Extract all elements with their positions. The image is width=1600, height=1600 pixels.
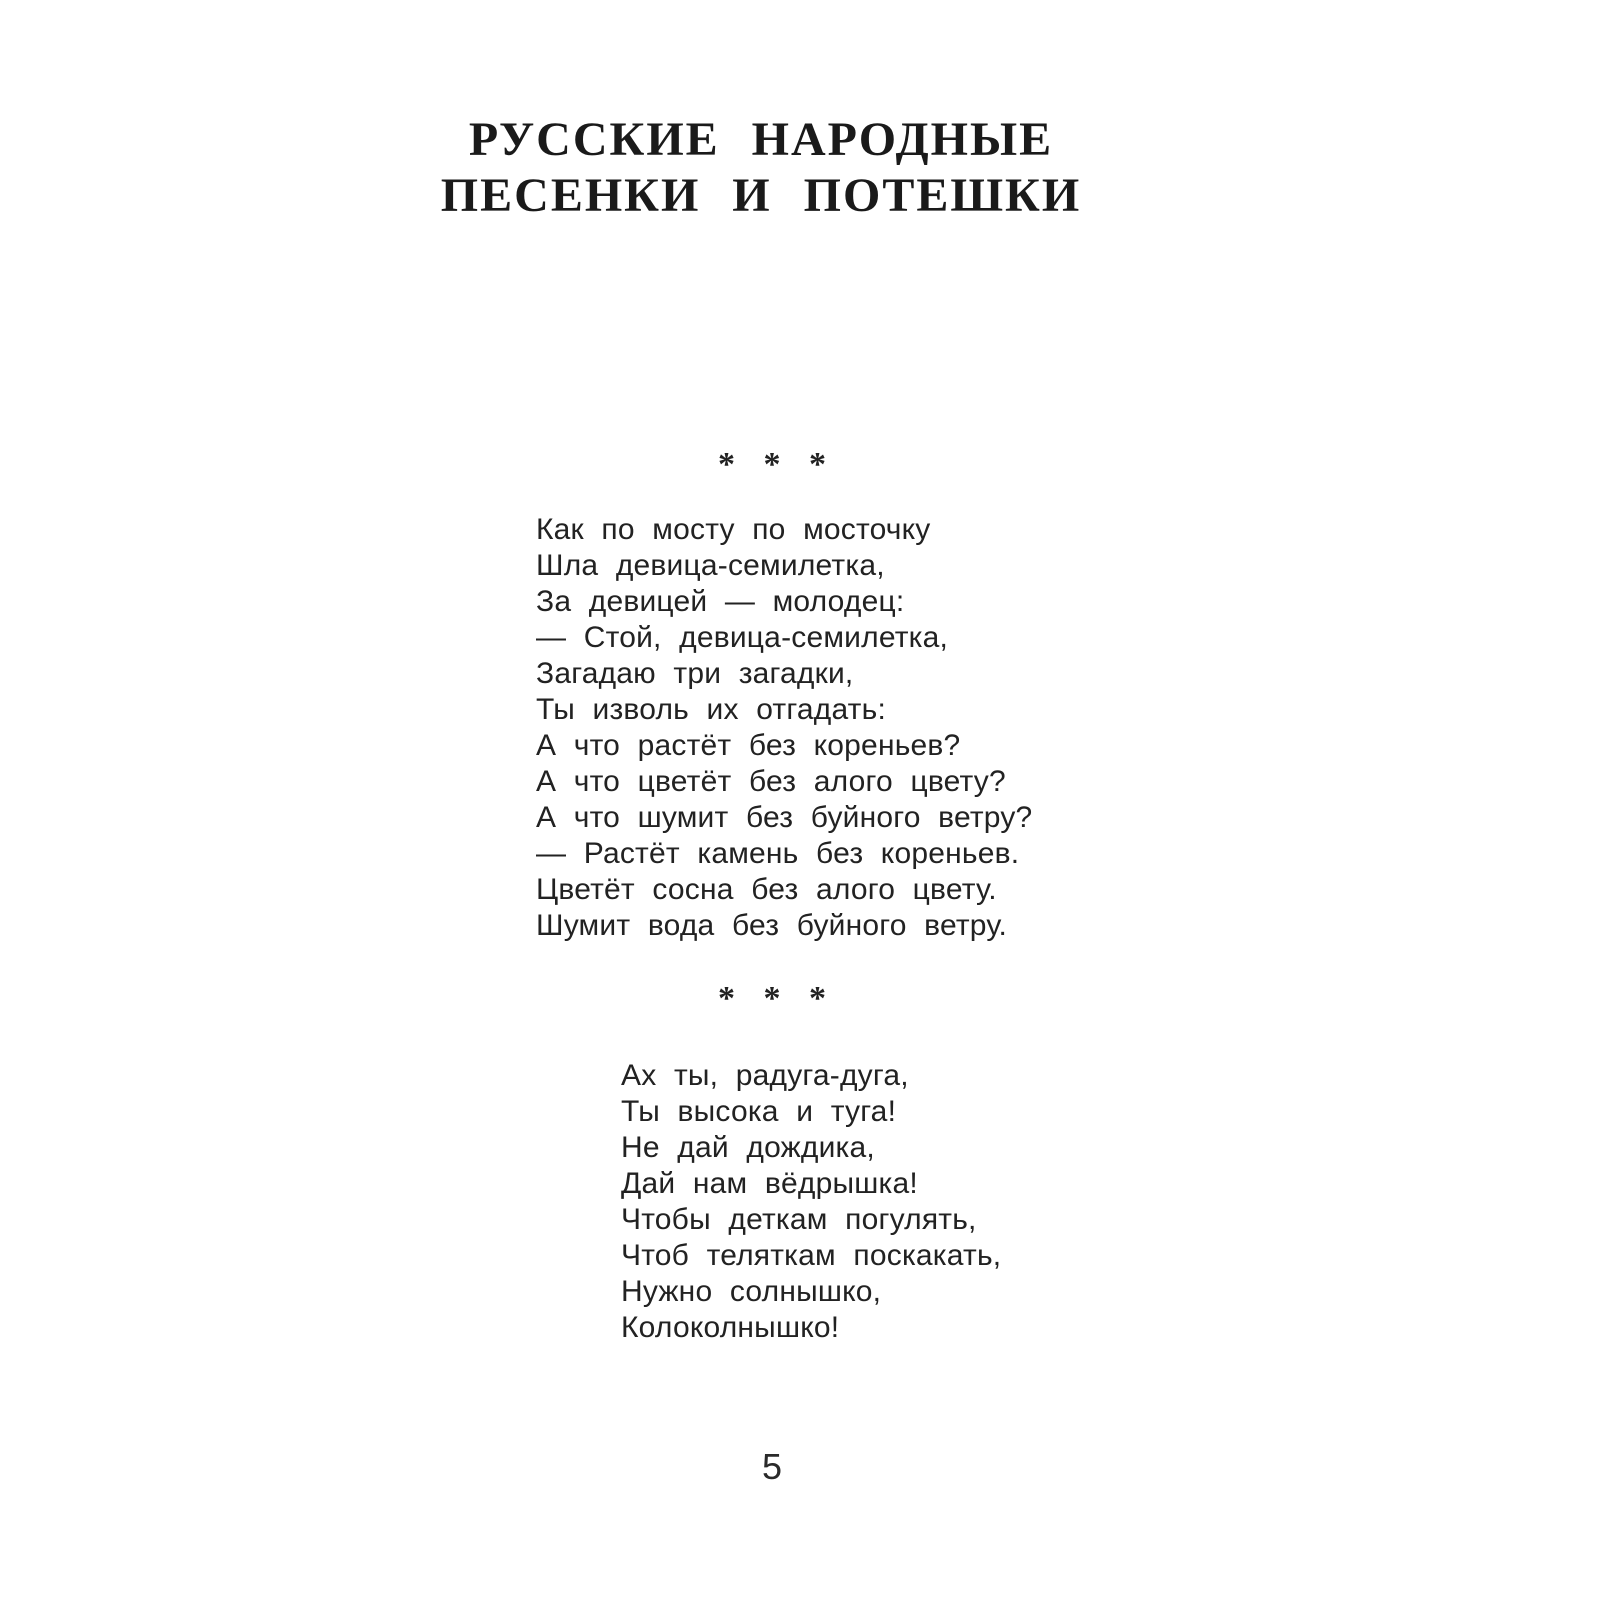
poem-rainbow	[621, 1058, 1001, 1346]
page-title	[0, 112, 1522, 224]
section-separator-asterisks: * * *	[718, 446, 826, 483]
poem-line: Как по мосту по мосточку	[536, 513, 931, 546]
section-separator-asterisks: * * *	[718, 980, 826, 1017]
poem-line: Ты изволь их отгадать:	[536, 693, 886, 726]
page-title-line-1: РУССКИЕ НАРОДНЫЕ	[468, 113, 1054, 166]
poem-line: Загадаю три загадки,	[536, 657, 854, 690]
poem-line: Шумит вода без буйного ветру.	[536, 909, 1008, 942]
page-number: 5	[761, 1446, 783, 1487]
poem-line: Чтобы деткам погулять,	[621, 1203, 977, 1236]
poem-line: А что шумит без буйного ветру?	[536, 801, 1033, 834]
poem-line: Цветёт сосна без алого цвету.	[536, 873, 997, 906]
poem-line: — Растёт камень без кореньев.	[536, 837, 1020, 870]
poem-riddles	[536, 512, 1032, 944]
poem-line: Нужно солнышко,	[621, 1275, 882, 1308]
poem-line: Шла девица-семилетка,	[536, 549, 885, 582]
poem-line: Ты высока и туга!	[621, 1095, 897, 1128]
poem-line: Чтоб теляткам поскакать,	[621, 1239, 1002, 1272]
poem-line: А что растёт без кореньев?	[536, 729, 961, 762]
poem-line: Колоколнышко!	[621, 1311, 840, 1344]
page-title-line-2: ПЕСЕНКИ И ПОТЕШКИ	[440, 169, 1082, 222]
poem-line: А что цветёт без алого цвету?	[536, 765, 1006, 798]
poem-line: Дай нам вёдрышка!	[621, 1167, 918, 1200]
poem-line: За девицей — молодец:	[536, 585, 905, 618]
poem-line: Ах ты, радуга-дуга,	[621, 1059, 909, 1092]
poem-line: — Стой, девица-семилетка,	[536, 621, 949, 654]
poem-line: Не дай дождика,	[621, 1131, 875, 1164]
